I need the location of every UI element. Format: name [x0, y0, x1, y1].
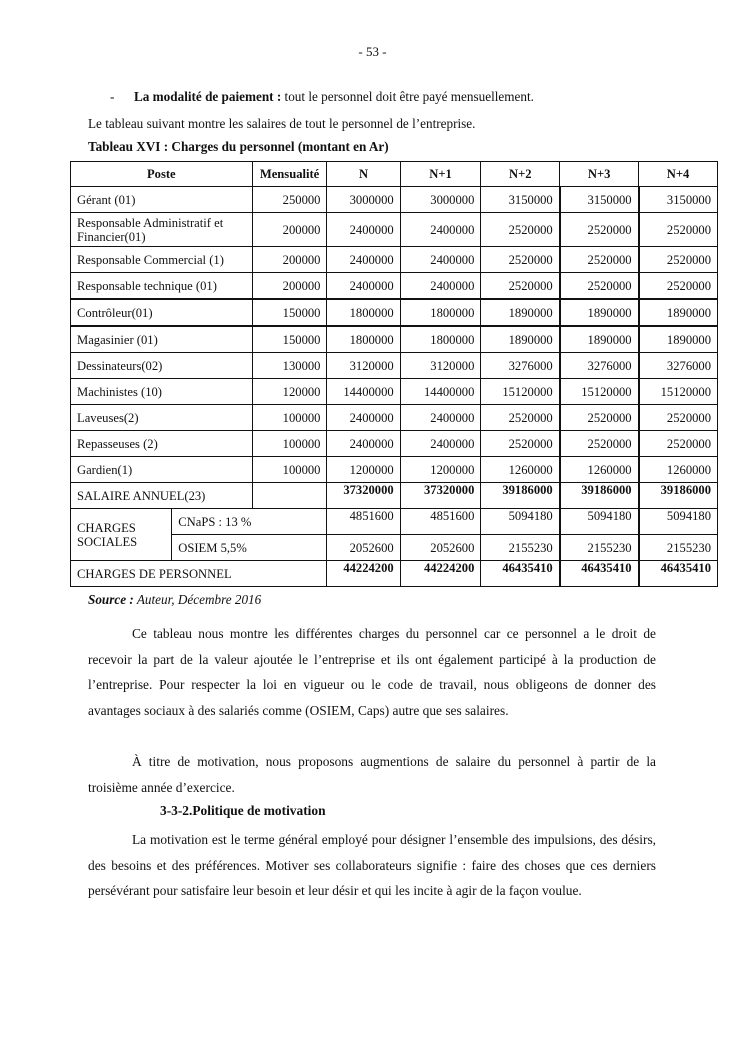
- cell-n: 2400000: [327, 273, 400, 300]
- salaire-annuel-n: 37320000: [327, 483, 400, 509]
- salaire-annuel-n2: 39186000: [481, 483, 560, 509]
- table-row: [71, 213, 718, 247]
- cell-n2: 2520000: [481, 247, 560, 273]
- osiem-n4: 2155230: [639, 535, 718, 561]
- bullet-label: La modalité de paiement :: [134, 89, 282, 104]
- table-row: [71, 273, 718, 300]
- table-row: [71, 353, 718, 379]
- charges-personnel-n4: 46435410: [639, 561, 718, 587]
- payment-modality-bullet: [110, 89, 534, 105]
- paragraph-text: À titre de motivation, nous proposons augmentions de salaire du personnel à partir de la troisième année d’exercice.: [88, 754, 656, 795]
- cell-poste: Responsable technique (01): [71, 273, 253, 300]
- cell-mensualite: 200000: [252, 247, 327, 273]
- osiem-n: 2052600: [327, 535, 400, 561]
- table-row: [71, 247, 718, 273]
- cnaps-n3: 5094180: [560, 509, 639, 535]
- header-n1: N+1: [400, 162, 481, 187]
- cell-n3: 2520000: [560, 213, 639, 247]
- table-row: [71, 431, 718, 457]
- paragraph-text: Ce tableau nous montre les différentes charges du personnel car ce personnel a le droit de recevoir la part de la valeur ajoutée le l’entreprise et ils ont également participé à la production de l’entreprise. Pour respecter la loi en vigueur ou le code de travail, nous obligeons de donner des avantages sociaux à des salariés comme (OSIEM, Caps) autre que ses salaires.: [88, 626, 656, 718]
- cell-poste: Responsable Commercial (1): [71, 247, 253, 273]
- cell-mensualite: 100000: [252, 405, 327, 431]
- section-heading: 3-3-2.Politique de motivation: [160, 803, 326, 818]
- cell-poste: Contrôleur(01): [71, 299, 253, 326]
- charges-personnel-n3: 46435410: [560, 561, 639, 587]
- cell-n2: 2520000: [481, 273, 560, 300]
- charges-personnel-n2: 46435410: [481, 561, 560, 587]
- cell-n4: 2520000: [639, 431, 718, 457]
- source-label: Source :: [88, 592, 134, 607]
- cell-poste: Machinistes (10): [71, 379, 253, 405]
- salaire-annuel-row: [71, 483, 718, 509]
- cell-mensualite: 120000: [252, 379, 327, 405]
- cell-poste: Dessinateurs(02): [71, 353, 253, 379]
- cell-n1: 2400000: [400, 431, 481, 457]
- cell-poste: Laveuses(2): [71, 405, 253, 431]
- cell-poste: Responsable Administratif et Financier(01): [71, 213, 253, 247]
- cell-poste: Gardien(1): [71, 457, 253, 483]
- cell-n2: 3276000: [481, 353, 560, 379]
- osiem-label: OSIEM 5,5%: [172, 535, 327, 561]
- cell-n3: 2520000: [560, 273, 639, 300]
- cell-mensualite: 200000: [252, 213, 327, 247]
- table-row: [71, 299, 718, 326]
- cell-n: 14400000: [327, 379, 400, 405]
- salaire-annuel-n3: 39186000: [560, 483, 639, 509]
- personnel-charges-table: [70, 161, 718, 587]
- salaire-annuel-mensualite: [252, 483, 327, 509]
- header-n: N: [327, 162, 400, 187]
- salaire-annuel-n4: 39186000: [639, 483, 718, 509]
- cell-n3: 1260000: [560, 457, 639, 483]
- cell-poste: Gérant (01): [71, 187, 253, 213]
- cell-n1: 3120000: [400, 353, 481, 379]
- charges-personnel-n1: 44224200: [400, 561, 481, 587]
- intro-text: Le tableau suivant montre les salaires de tout le personnel de l’entreprise.: [88, 116, 476, 131]
- cell-n: 3000000: [327, 187, 400, 213]
- cell-n4: 2520000: [639, 247, 718, 273]
- cell-n: 2400000: [327, 431, 400, 457]
- cell-n1: 14400000: [400, 379, 481, 405]
- cell-n: 1800000: [327, 299, 400, 326]
- charges-sociales-label: CHARGES SOCIALES: [71, 509, 172, 561]
- salaire-annuel-n1: 37320000: [400, 483, 481, 509]
- cell-mensualite: 100000: [252, 457, 327, 483]
- header-mensualite: Mensualité: [252, 162, 327, 187]
- table-row: [71, 457, 718, 483]
- cell-n4: 1890000: [639, 326, 718, 353]
- cell-n4: 1890000: [639, 299, 718, 326]
- charges-personnel-row: [71, 561, 718, 587]
- source-text: Auteur, Décembre 2016: [133, 592, 262, 607]
- cell-n4: 2520000: [639, 405, 718, 431]
- cell-n: 2400000: [327, 405, 400, 431]
- table-row: [71, 187, 718, 213]
- cell-n2: 1890000: [481, 299, 560, 326]
- charges-personnel-n: 44224200: [327, 561, 400, 587]
- cell-mensualite: 200000: [252, 273, 327, 300]
- cell-poste: Repasseuses (2): [71, 431, 253, 457]
- header-n2: N+2: [481, 162, 560, 187]
- cell-n4: 3150000: [639, 187, 718, 213]
- bullet-dash: -: [110, 89, 115, 104]
- cell-n: 1200000: [327, 457, 400, 483]
- page-number: - 53 -: [358, 44, 387, 59]
- paragraph-motivation-definition: [88, 827, 656, 904]
- cell-n1: 2400000: [400, 213, 481, 247]
- salaire-annuel-label: SALAIRE ANNUEL(23): [71, 483, 253, 509]
- cell-n: 3120000: [327, 353, 400, 379]
- cell-n1: 1200000: [400, 457, 481, 483]
- cell-n3: 2520000: [560, 431, 639, 457]
- osiem-n1: 2052600: [400, 535, 481, 561]
- cnaps-n4: 5094180: [639, 509, 718, 535]
- osiem-n2: 2155230: [481, 535, 560, 561]
- cnaps-label: CNaPS : 13 %: [172, 509, 327, 535]
- cell-mensualite: 150000: [252, 326, 327, 353]
- cell-n3: 3276000: [560, 353, 639, 379]
- bullet-text: tout le personnel doit être payé mensuellement.: [281, 89, 534, 104]
- cell-mensualite: 100000: [252, 431, 327, 457]
- cell-n1: 2400000: [400, 247, 481, 273]
- cell-n: 2400000: [327, 247, 400, 273]
- table-caption: Tableau XVI : Charges du personnel (montant en Ar): [88, 139, 389, 154]
- cell-n1: 3000000: [400, 187, 481, 213]
- table-source: [88, 592, 261, 608]
- cell-n4: 3276000: [639, 353, 718, 379]
- cnaps-n1: 4851600: [400, 509, 481, 535]
- cell-n3: 1890000: [560, 326, 639, 353]
- header-n4: N+4: [639, 162, 718, 187]
- paragraph-charges-explanation: [88, 621, 656, 723]
- cell-n4: 2520000: [639, 273, 718, 300]
- table-row: [71, 379, 718, 405]
- cell-n3: 15120000: [560, 379, 639, 405]
- cell-n2: 2520000: [481, 213, 560, 247]
- cell-n2: 2520000: [481, 405, 560, 431]
- cell-n3: 1890000: [560, 299, 639, 326]
- cell-n1: 1800000: [400, 326, 481, 353]
- header-n3: N+3: [560, 162, 639, 187]
- cell-n2: 1890000: [481, 326, 560, 353]
- cell-n1: 2400000: [400, 405, 481, 431]
- cell-n4: 15120000: [639, 379, 718, 405]
- cell-n2: 1260000: [481, 457, 560, 483]
- cell-poste: Magasinier (01): [71, 326, 253, 353]
- cell-n3: 2520000: [560, 405, 639, 431]
- table-row: [71, 405, 718, 431]
- cell-n1: 1800000: [400, 299, 481, 326]
- paragraph-text: La motivation est le terme général employé pour désigner l’ensemble des impulsions, des désirs, des besoins et des préférences. Motiver ses collaborateurs signifie : faire des choses que ces derniers persévérant pour satisfaire leur besoin et leur désir et qui les incite à agir de la façon voulue.: [88, 832, 656, 898]
- cell-n4: 2520000: [639, 213, 718, 247]
- charges-personnel-label: CHARGES DE PERSONNEL: [71, 561, 327, 587]
- cell-mensualite: 150000: [252, 299, 327, 326]
- cell-n1: 2400000: [400, 273, 481, 300]
- cell-n3: 3150000: [560, 187, 639, 213]
- header-poste: Poste: [71, 162, 253, 187]
- cell-mensualite: 130000: [252, 353, 327, 379]
- cell-n2: 15120000: [481, 379, 560, 405]
- cnaps-n: 4851600: [327, 509, 400, 535]
- cell-n3: 2520000: [560, 247, 639, 273]
- cell-n2: 2520000: [481, 431, 560, 457]
- cell-n: 1800000: [327, 326, 400, 353]
- paragraph-motivation-proposal: [88, 749, 656, 800]
- table-row: [71, 326, 718, 353]
- table-header-row: [71, 162, 718, 187]
- cell-n: 2400000: [327, 213, 400, 247]
- cell-n4: 1260000: [639, 457, 718, 483]
- cnaps-row: [71, 509, 718, 535]
- osiem-n3: 2155230: [560, 535, 639, 561]
- cell-n2: 3150000: [481, 187, 560, 213]
- cnaps-n2: 5094180: [481, 509, 560, 535]
- cell-mensualite: 250000: [252, 187, 327, 213]
